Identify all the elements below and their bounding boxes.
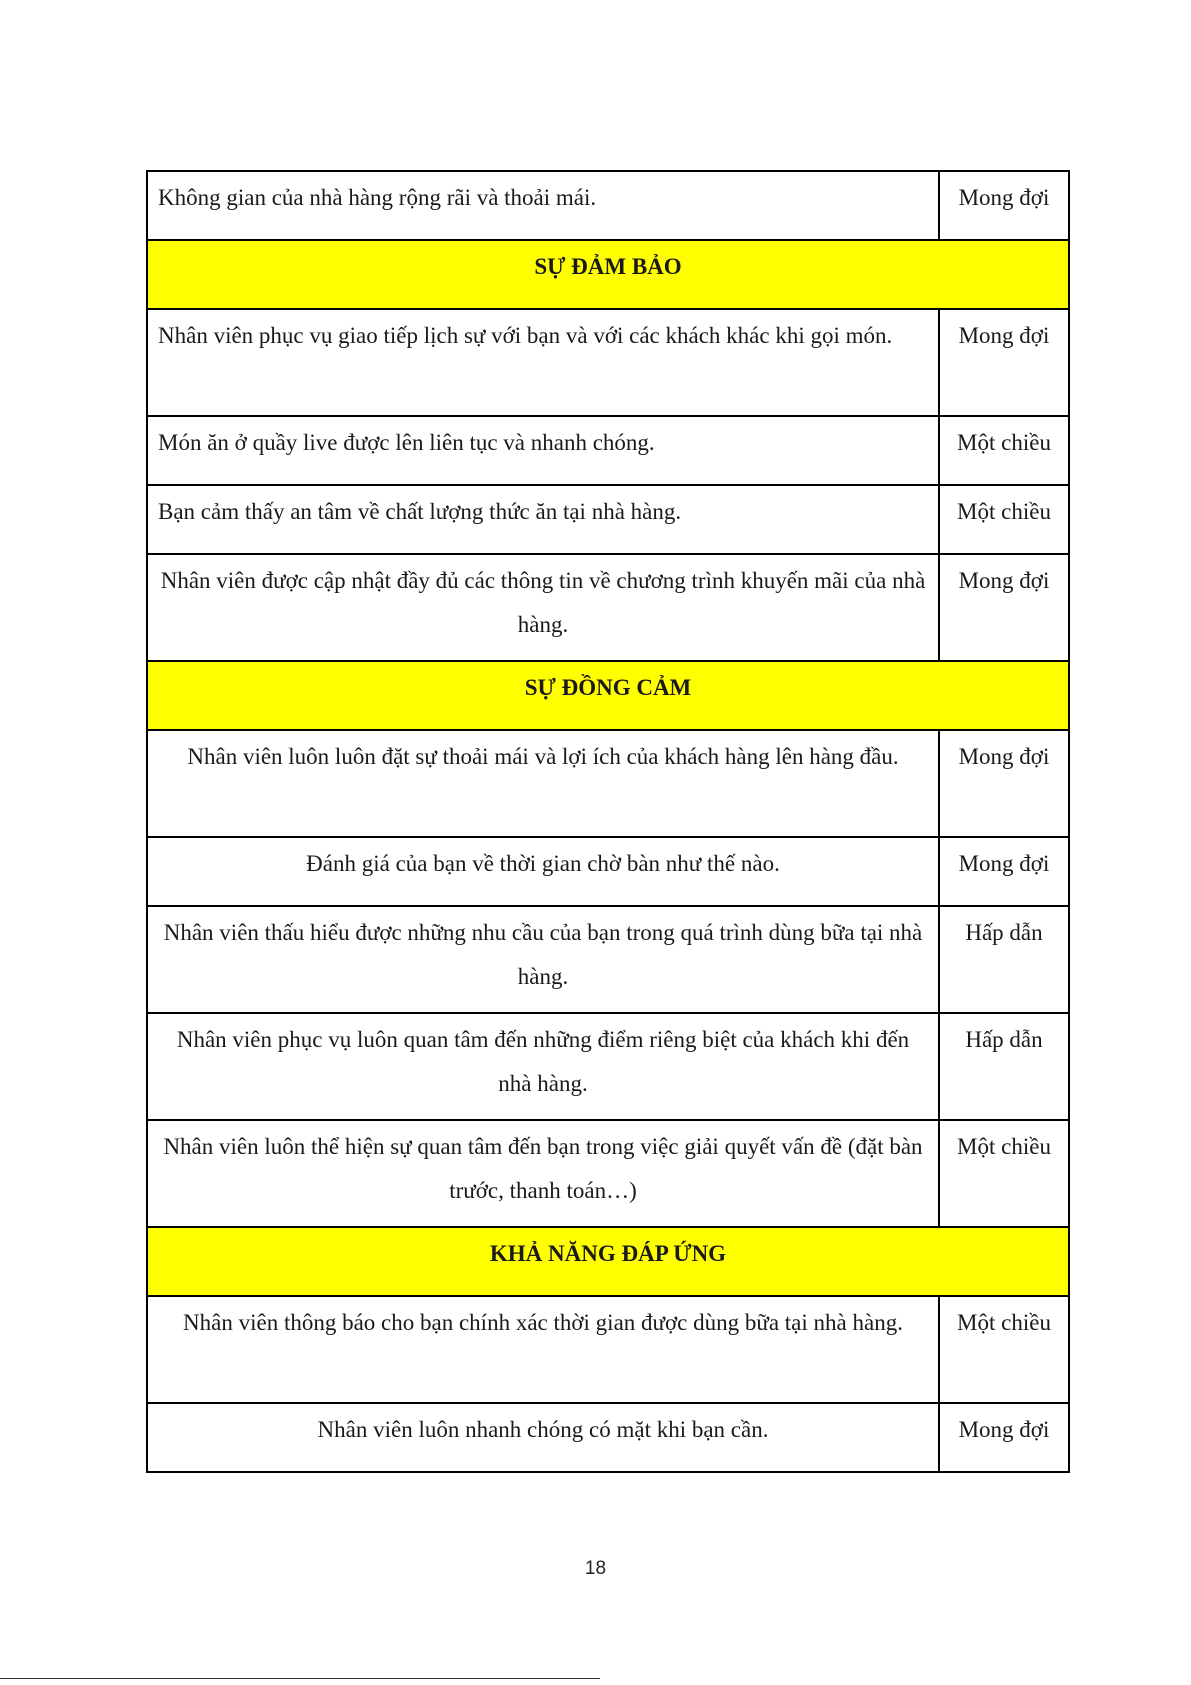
criterion-text: Nhân viên phục vụ giao tiếp lịch sự với bạn và với các khách khác khi gọi món.: [147, 309, 939, 416]
table-row: [147, 837, 1069, 906]
classification-value: Mong đợi: [939, 730, 1069, 837]
classification-value: Một chiều: [939, 1120, 1069, 1227]
section-header-row: [147, 661, 1069, 730]
footer-divider: [0, 1678, 600, 1679]
criterion-text: Bạn cảm thấy an tâm về chất lượng thức ăn tại nhà hàng.: [147, 485, 939, 554]
classification-value: Mong đợi: [939, 171, 1069, 240]
section-title: KHẢ NĂNG ĐÁP ỨNG: [147, 1227, 1069, 1296]
classification-value: Hấp dẫn: [939, 1013, 1069, 1120]
criterion-text: Nhân viên luôn thể hiện sự quan tâm đến bạn trong việc giải quyết vấn đề (đặt bàn trước, thanh toán…): [147, 1120, 939, 1227]
table-row: [147, 1296, 1069, 1403]
table-row: [147, 554, 1069, 661]
classification-value: Một chiều: [939, 1296, 1069, 1403]
criterion-text: Nhân viên thông báo cho bạn chính xác thời gian được dùng bữa tại nhà hàng.: [147, 1296, 939, 1403]
criterion-text: Nhân viên được cập nhật đầy đủ các thông tin về chương trình khuyến mãi của nhà hàng.: [147, 554, 939, 661]
classification-value: Mong đợi: [939, 309, 1069, 416]
page-number: 18: [584, 1558, 607, 1579]
criterion-text: Đánh giá của bạn về thời gian chờ bàn như thế nào.: [147, 837, 939, 906]
table-row: [147, 906, 1069, 1013]
criterion-text: Không gian của nhà hàng rộng rãi và thoải mái.: [147, 171, 939, 240]
survey-table: [146, 170, 1070, 1473]
criterion-text: Nhân viên luôn nhanh chóng có mặt khi bạn cần.: [147, 1403, 939, 1472]
criterion-text: Nhân viên thấu hiểu được những nhu cầu của bạn trong quá trình dùng bữa tại nhà hàng.: [147, 906, 939, 1013]
table-row: [147, 1403, 1069, 1472]
section-header-row: [147, 240, 1069, 309]
section-title: SỰ ĐẢM BẢO: [147, 240, 1069, 309]
classification-value: Hấp dẫn: [939, 906, 1069, 1013]
criterion-text: Nhân viên phục vụ luôn quan tâm đến những điểm riêng biệt của khách khi đến nhà hàng.: [147, 1013, 939, 1120]
table-row: [147, 416, 1069, 485]
table-row: [147, 485, 1069, 554]
classification-value: Một chiều: [939, 485, 1069, 554]
table-row: [147, 1013, 1069, 1120]
table-row: [147, 1120, 1069, 1227]
criterion-text: Nhân viên luôn luôn đặt sự thoải mái và lợi ích của khách hàng lên hàng đầu.: [147, 730, 939, 837]
section-header-row: [147, 1227, 1069, 1296]
classification-value: Mong đợi: [939, 554, 1069, 661]
criterion-text: Món ăn ở quầy live được lên liên tục và nhanh chóng.: [147, 416, 939, 485]
table-row: [147, 730, 1069, 837]
section-title: SỰ ĐỒNG CẢM: [147, 661, 1069, 730]
classification-value: Mong đợi: [939, 837, 1069, 906]
classification-value: Một chiều: [939, 416, 1069, 485]
table-row: [147, 171, 1069, 240]
classification-value: Mong đợi: [939, 1403, 1069, 1472]
table-row: [147, 309, 1069, 416]
